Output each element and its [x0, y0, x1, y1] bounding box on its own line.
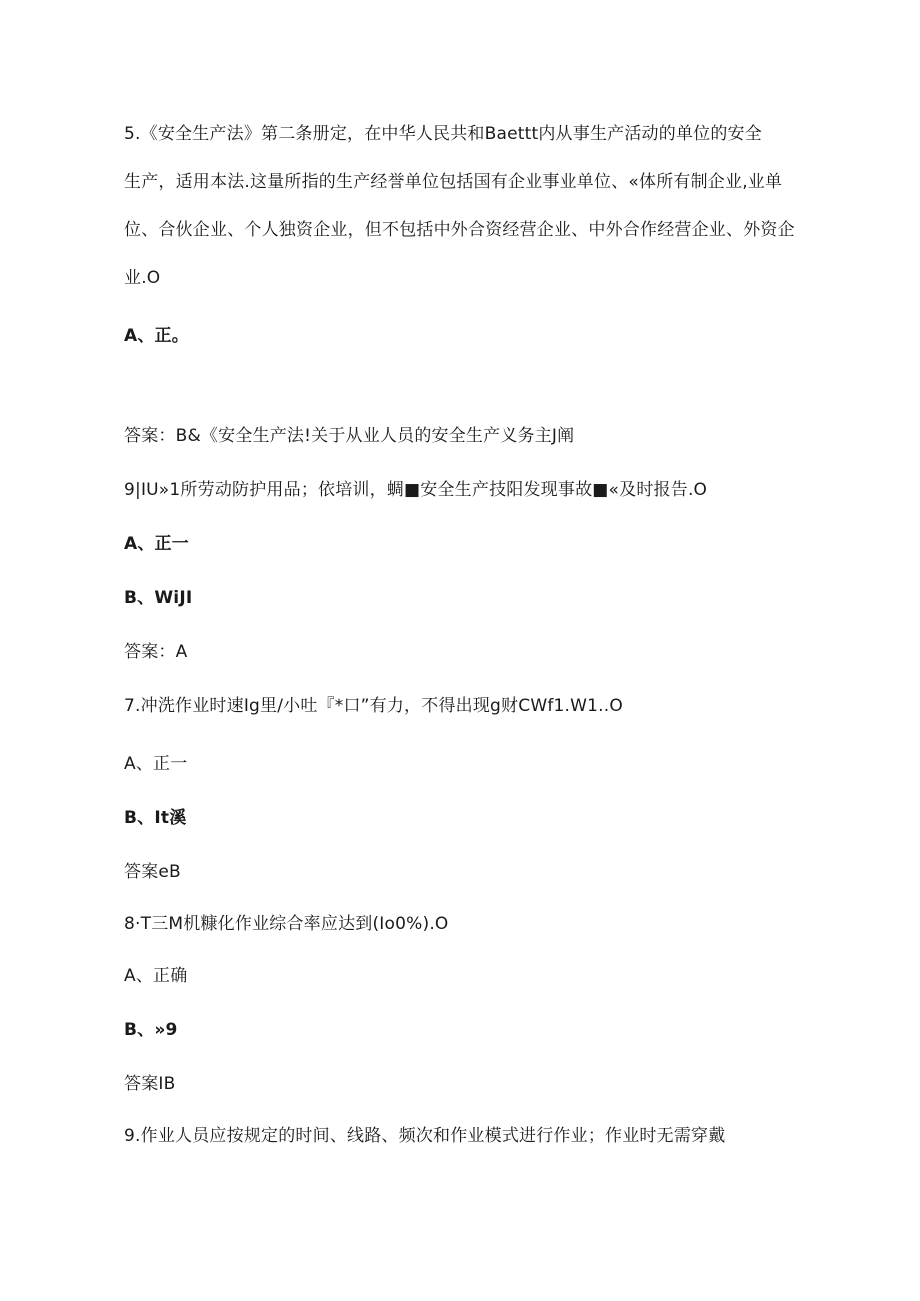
answer-line: 答案eB — [124, 862, 181, 882]
question-5-option-a: A、正。 — [124, 326, 189, 346]
question-5-line-4: 业.O — [124, 268, 161, 288]
question-7-text: 7.冲洗作业时速Ig里/小吐『*口”有力，不得出现g财CWf1.W1..O — [124, 696, 623, 716]
question-7-option-a: A、正一 — [124, 754, 188, 774]
answer-line: 答案IB — [124, 1074, 176, 1094]
question-7-option-b: B、It溪 — [124, 808, 187, 828]
question-6-option-b: B、WiJI — [124, 588, 193, 608]
question-5-line-2: 生产，适用本法.这量所指的生产经誉单位包括国有企业事业单位、«体所有制企业,业单 — [124, 172, 783, 192]
question-5-line-3: 位、合伙企业、个人独资企业，但不包括中外合资经营企业、中外合作经营企业、外资企 — [124, 220, 795, 240]
question-6-option-a: A、正一 — [124, 534, 189, 554]
question-8-option-a: A、正确 — [124, 966, 188, 986]
question-5-line-1: 5.《安全生产法》第二条册定，在中华人民共和Baettt内从事生产活动的单位的安全 — [124, 124, 762, 144]
question-9-text: 9.作业人员应按规定的时间、线路、频次和作业模式进行作业；作业时无需穿戴 — [124, 1126, 726, 1146]
question-6-text: 9|IU»1所劳动防护用品；依培训，蜩■安全生产技阳发现事故■«及时报告.O — [124, 480, 708, 500]
answer-line: 答案：A — [124, 642, 188, 662]
question-8-option-b: B、»9 — [124, 1020, 178, 1040]
question-8-text: 8·T三M机糠化作业综合率应达到(Io0%).O — [124, 914, 449, 934]
answer-line: 答案：B&《安全生产法!关于从业人员的安全生产义务主J阐 — [124, 426, 575, 446]
